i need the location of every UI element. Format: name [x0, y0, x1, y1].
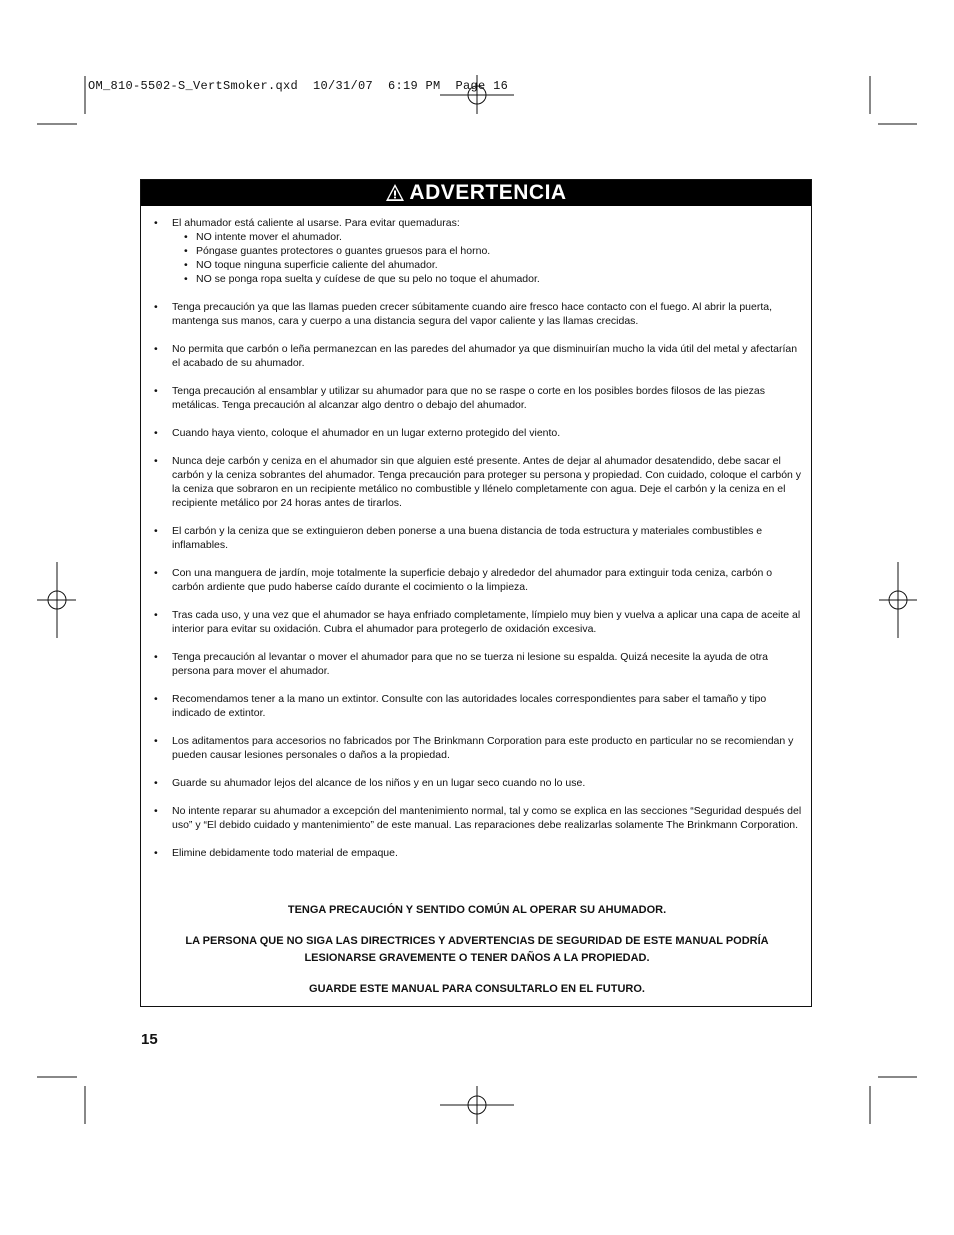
- bullet: •: [154, 735, 158, 747]
- list-item: [154, 300, 804, 328]
- list-item-text: Nunca deje carbón y ceniza en el ahumador sin que alguien esté presente. Antes de dejar al ahumador desatendido, debe sacar el carbón y la ceniza sobrantes del ahumador. Tenga precaución para proteger su persona y propiedad. Con cuidado, coloque el carbón y la ceniza que sobraron en un recipiente metálico no combustible y llénelo completamente con agua. Deje el carbón y la ceniza en el recipiente metálico por 24 horas antes de tirarlos.: [172, 455, 802, 509]
- bullet: •: [184, 245, 188, 257]
- list-item: [154, 216, 804, 286]
- list-item: [154, 734, 804, 762]
- warning-list: [154, 216, 804, 874]
- list-item: [154, 608, 804, 636]
- closing-line: LA PERSONA QUE NO SIGA LAS DIRECTRICES Y ADVERTENCIAS DE SEGURIDAD DE ESTE MANUAL PODRÍA LESIONARSE GRAVEMENTE O TENER DAÑOS A LA PROPIEDAD.: [185, 935, 769, 964]
- bullet: •: [154, 525, 158, 537]
- warning-box: [140, 179, 812, 1007]
- list-item-text: El ahumador está caliente al usarse. Para evitar quemaduras:: [172, 217, 460, 229]
- list-item-text: Tenga precaución al ensamblar y utilizar su ahumador para que no se raspe o corte en los posibles bordes filosos de las piezas metálicas. Tenga precaución al alcanzar algo dentro o debajo del ahumador.: [172, 385, 766, 411]
- list-item-text: Tras cada uso, y una vez que el ahumador se haya enfriado completamente, límpielo muy bien y vuelva a aplicar una capa de aceite al interior para evitar su oxidación. Cubra el ahumador para protegerlo de oxidación excesiva.: [172, 609, 801, 635]
- sub-list-item-text: NO intente mover el ahumador.: [196, 231, 342, 243]
- bullet: •: [154, 217, 158, 229]
- warning-title: ADVERTENCIA: [409, 181, 567, 204]
- bullet: •: [154, 609, 158, 621]
- closing-line: TENGA PRECAUCIÓN Y SENTIDO COMÚN AL OPERAR SU AHUMADOR.: [287, 904, 667, 916]
- bullet: •: [154, 567, 158, 579]
- bullet: •: [154, 651, 158, 663]
- list-item-text: Tenga precaución al levantar o mover el ahumador para que no se tuerza ni lesione su espalda. Quizá necesite la ayuda de otra persona para mover el ahumador.: [172, 651, 768, 677]
- list-item-text: Tenga precaución ya que las llamas pueden crecer súbitamente cuando aire fresco hace contacto con el fuego. Al abrir la puerta, mantenga sus manos, cara y cuerpo a una distancia segura del vapor caliente y las llamas crecidas.: [172, 301, 773, 327]
- bullet: •: [154, 385, 158, 397]
- warning-header: [141, 180, 811, 206]
- list-item-text: Guarde su ahumador lejos del alcance de los niños y en un lugar seco cuando no lo use.: [172, 777, 586, 789]
- sub-list-item-text: Póngase guantes protectores o guantes gruesos para el horno.: [196, 245, 491, 257]
- list-item: [154, 776, 804, 790]
- bullet: •: [154, 805, 158, 817]
- list-item-text: No permita que carbón o leña permanezcan en las paredes del ahumador ya que disminuirían mucho la vida útil del metal y afectarían el acabado de su ahumador.: [172, 343, 798, 369]
- list-item: [154, 342, 804, 370]
- list-item: [154, 566, 804, 594]
- bullet: •: [154, 427, 158, 439]
- sub-list-item: [172, 272, 804, 286]
- list-item-text: Recomendamos tener a la mano un extintor. Consulte con las autoridades locales correspondientes para saber el tamaño y tipo indicado de extintor.: [172, 693, 767, 719]
- sub-list-item: [172, 230, 804, 244]
- list-item: [154, 846, 804, 860]
- bullet: •: [154, 777, 158, 789]
- list-item: [154, 524, 804, 552]
- bullet: •: [154, 847, 158, 859]
- list-item-text: Los aditamentos para accesorios no fabricados por The Brinkmann Corporation para este producto en particular no se recomiendan y pueden causar lesiones personales o daños a la propiedad.: [172, 735, 794, 761]
- sub-list-item-text: NO se ponga ropa suelta y cuídese de que su pelo no toque el ahumador.: [196, 273, 540, 285]
- list-item-text: No intente reparar su ahumador a excepción del mantenimiento normal, tal y como se explica en las secciones “Seguridad después del uso” y “El debido cuidado y mantenimiento” de este manual. Las reparaciones debe realizarlas solamente The Brinkmann Corporation.: [172, 805, 802, 831]
- page-number: 15: [141, 1031, 158, 1048]
- bullet: •: [184, 231, 188, 243]
- list-item: [154, 384, 804, 412]
- bullet: •: [154, 301, 158, 313]
- file-slug: OM_810-5502-S_VertSmoker.qxd 10/31/07 6:19 PM Page 16: [88, 79, 509, 93]
- list-item-text: Elimine debidamente todo material de empaque.: [172, 847, 398, 859]
- list-item: [154, 650, 804, 678]
- bullet: •: [154, 693, 158, 705]
- warning-triangle-icon: [385, 183, 405, 202]
- bullet: •: [154, 343, 158, 355]
- sub-list-item-text: NO toque ninguna superficie caliente del ahumador.: [196, 259, 438, 271]
- bullet: •: [184, 273, 188, 285]
- sub-list: [172, 230, 804, 286]
- list-item-text: Con una manguera de jardín, moje totalmente la superficie debajo y alrededor del ahumador para extinguir toda ceniza, carbón o carbón ardiente que pudo haberse caído durante el cocimiento o la limpieza.: [172, 567, 773, 593]
- bullet: •: [184, 259, 188, 271]
- bullet: •: [154, 455, 158, 467]
- list-item-text: El carbón y la ceniza que se extinguieron deben ponerse a una buena distancia de toda estructura y materiales combustibles e inflamables.: [172, 525, 763, 551]
- closing-line: GUARDE ESTE MANUAL PARA CONSULTARLO EN EL FUTURO.: [309, 983, 645, 995]
- list-item: [154, 804, 804, 832]
- list-item: [154, 426, 804, 440]
- list-item-text: Cuando haya viento, coloque el ahumador en un lugar externo protegido del viento.: [172, 427, 561, 439]
- list-item: [154, 692, 804, 720]
- warning-closing: [141, 902, 813, 1012]
- list-item: [154, 454, 804, 510]
- sub-list-item: [172, 244, 804, 258]
- sub-list-item: [172, 258, 804, 272]
